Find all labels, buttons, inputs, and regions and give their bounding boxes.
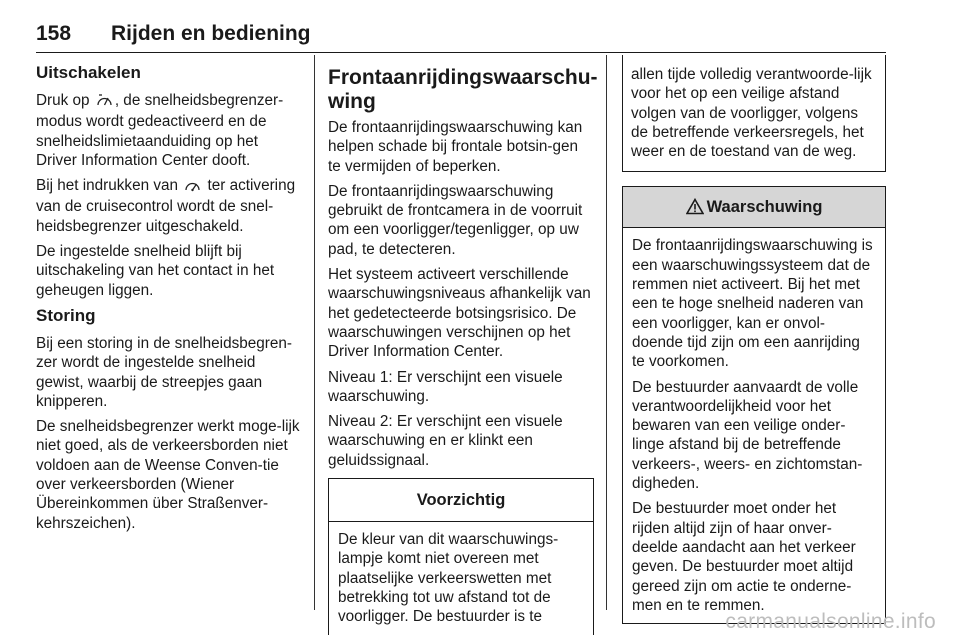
paragraph: De snelheidsbegrenzer werkt moge-lijk niet goed, als de verkeersborden niet voldoen aan de Weense Conven-tie over verkeersborden (Wiener Übereinkommen über Straßenver-kehrszeichen). [36,418,300,532]
paragraph: De frontaanrijdingswaarschuwing kan helpen schade bij frontale botsin-gen te vermijden of beperken. [328,119,583,175]
warning-title-bar [623,187,885,228]
paragraph: Niveau 1: Er verschijnt een visuele waarschuwing. [328,368,563,405]
section-heading-uitschakelen: Uitschakelen [36,63,141,82]
paragraph: Het systeem activeert verschillende waarschuwingsniveaus afhankelijk van het gedetecteerde botsingsrisico. De waarschuwingen verschijnen op het Driver Information Center. [328,266,591,361]
caution-title: Voorzichtig [329,479,593,522]
paragraph: Bij het indrukken van ter activering van de cruisecontrol wordt de snel-heidsbegrenzer uitgeschakeld. [36,177,296,235]
paragraph: De ingestelde snelheid blijft bij uitschakeling van het contact in het geheugen liggen. [36,243,275,299]
speed-limiter-icon [96,93,113,112]
page-number: 158 [36,22,72,45]
column-left [36,58,302,539]
page-header [36,8,886,53]
cruise-control-icon [184,178,201,197]
paragraph: De frontaanrijdingswaarschuwing gebruikt de frontcamera in de voorruit om een voorligger/tegenligger, op uw pad, te detecteren. [328,182,583,258]
caution-text-continued: allen tijde volledig verantwoorde-lijk voor het op een veilige afstand volgen van de voorligger, volgens de betreffende verkeersregels, het weer en de toestand van de weg. [631,66,872,161]
paragraph: Druk op , de snelheidsbegrenzer-modus wordt gedeactiveerd en de snelheidslimietaanduiding op het Driver Information Center dooft. [36,92,284,169]
watermark: carmanualsonline.info [725,610,936,633]
warning-paragraph: De frontaanrijdingswaarschuwing is een waarschuwingssysteem dat de remmen niet activeert. Bij het met een te hoge snelheid naderen van een voorligger, kan er onvol-doende tijd zijn om een aanrijding te voorkomen. [632,237,873,371]
column-middle [328,66,598,635]
page-title: Rijden en bediening [111,22,311,45]
warning-triangle-icon [686,190,704,230]
caution-body [329,522,593,634]
caution-box-continued [622,55,886,172]
warning-paragraph: De bestuurder aanvaardt de volle verantwoordelijkheid voor het bewaren van een veilige onder-linge afstand bij de betreffende verkeers-, weers- en zichtomstan-digheden. [632,378,863,493]
column-divider [606,55,607,610]
warning-title: Waarschuwing [706,198,823,217]
warning-paragraph: De bestuurder moet onder het rijden altijd zijn of haar onver-deelde aandacht aan het verkeer geven. De bestuurder moet altijd gereed zijn om actie te onderne-men en te remmen. [632,500,856,614]
paragraph: Bij een storing in de snelheidsbegren-zer wordt de ingestelde snelheid gewist, waarbij de streepjes gaan knipperen. [36,334,292,410]
section-heading-storing: Storing [36,305,96,325]
caution-text: De kleur van dit waarschuwings-lampje komt niet overeen met plaatselijke verkeerswetten met betrekking tot uw afstand tot de voorligger. De bestuurder is te [338,531,559,626]
warning-body [623,228,885,623]
warning-box [622,186,886,624]
section-heading-frontaanrijding: Frontaanrijdingswaarschu-wing [328,66,598,113]
column-right [622,55,886,624]
paragraph: Niveau 2: Er verschijnt een visuele waarschuwing en er klinkt een geluidssignaal. [328,413,563,469]
column-divider [314,55,315,610]
caution-box [328,478,594,634]
